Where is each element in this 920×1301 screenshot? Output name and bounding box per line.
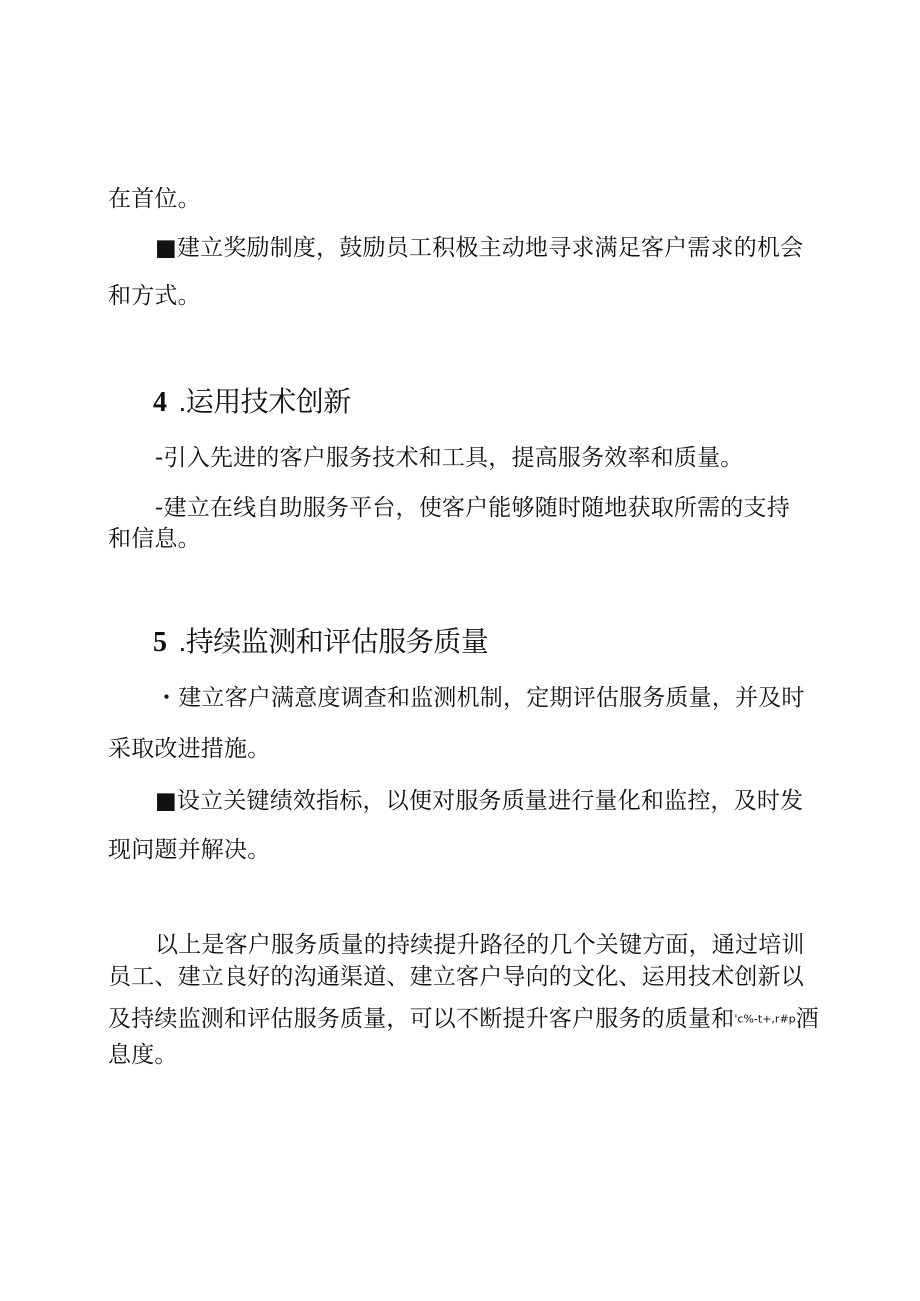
bullet-line: ・建立客户满意度调查和监测机制，定期评估服务质量，并及时 — [155, 685, 805, 711]
paragraph-line: 和方式。 — [108, 283, 201, 309]
section-number: 4 — [153, 387, 167, 418]
conclusion-line: 以上是客户服务质量的持续提升路径的几个关键方面，通过培训 — [155, 932, 805, 958]
conclusion-text-end: 酒 — [795, 1006, 819, 1032]
section-heading-4 — [153, 385, 351, 420]
bullet-line: ■设立关键绩效指标，以便对服务质量进行量化和监控，及时发 — [155, 788, 804, 814]
section-heading-5 — [153, 625, 488, 660]
bullet-line: ■建立奖励制度，鼓励员工积极主动地寻求满足客户需求的机会 — [155, 235, 804, 261]
paragraph-line: 采取改进措施。 — [108, 736, 271, 762]
garbled-text: 'c%-t+,r#p — [734, 1012, 796, 1026]
conclusion-line: 息度。 — [108, 1042, 178, 1068]
conclusion-line: 员工、建立良好的沟通渠道、建立客户导向的文化、运用技术创新以 — [108, 964, 804, 990]
paragraph-line: 和信息。 — [108, 526, 201, 552]
section-title: .运用技术创新 — [178, 386, 351, 417]
section-title: .持续监测和评估服务质量 — [178, 626, 489, 657]
section-number: 5 — [153, 627, 167, 658]
conclusion-line — [108, 1004, 819, 1035]
conclusion-text: 及持续监测和评估服务质量，可以不断提升客户服务的质量和 — [108, 1006, 735, 1032]
bullet-line: -引入先进的客户服务技术和工具，提高服务效率和质量。 — [155, 445, 744, 471]
bullet-line: -建立在线自助服务平台，使客户能够随时随地获取所需的支持 — [155, 495, 790, 521]
paragraph-line: 在首位。 — [108, 186, 201, 212]
paragraph-line: 现问题并解决。 — [108, 837, 271, 863]
